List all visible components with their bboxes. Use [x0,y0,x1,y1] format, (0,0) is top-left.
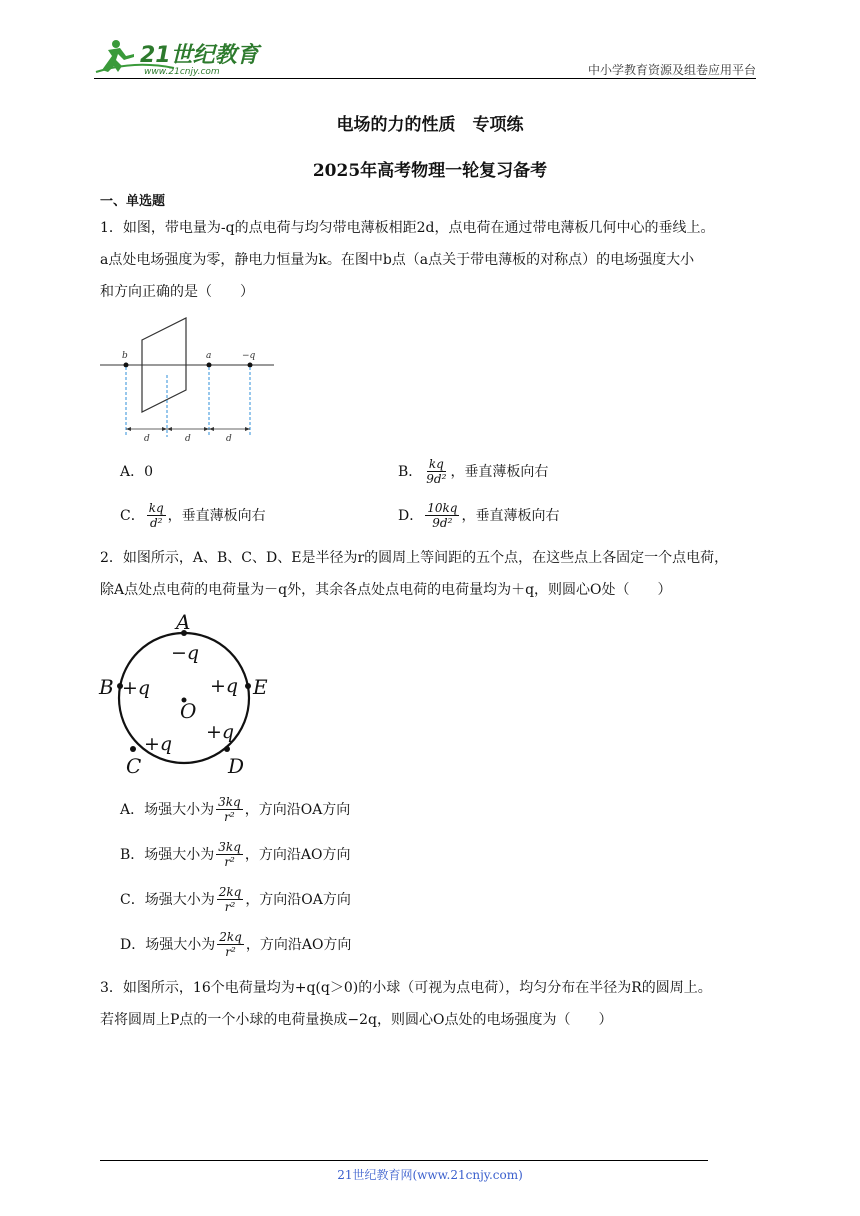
fig-label-E: E [253,675,268,699]
q1-line-2: a点处电场强度为零，静电力恒量为k。在图中b点（a点关于带电薄板的对称点）的电场强度大小 [100,252,695,268]
option-suffix: ，方向沿OA方向 [244,802,351,818]
fraction: $\frac{3kq}{\text{r²}}$ [218,839,241,869]
section-heading: 一、单选题 [100,194,166,209]
q2-option-b[interactable] [120,835,350,873]
fig-label-d2: d [185,434,191,444]
logo-text: 21世纪教育 [140,43,259,68]
q2-option-c[interactable] [120,880,351,918]
footer-rule [100,1160,708,1161]
fig-charge-A: −q [171,642,200,664]
q2-line-2: 除A点处点电荷的电荷量为－q外，其余各点处点电荷的电荷量均为＋q，则圆心O处（ ） [100,582,672,598]
logo-url: www.21cnjy.com [144,67,220,77]
option-prefix: C． [120,508,145,524]
fig-label-A: A [176,610,191,634]
fig-label-a: a [206,351,212,361]
q1-option-a[interactable] [120,460,153,482]
option-suffix: ，方向沿AO方向 [245,937,352,953]
question-2-text [100,542,780,606]
fig-label-B: B [99,675,114,699]
fig-label-d1: d [144,434,150,444]
option-prefix: D．场强大小为 [120,937,216,953]
question-1-text [100,212,780,308]
fraction: $\frac{kq}{\text{9d²}}$ [426,456,447,486]
q1-option-c[interactable] [120,496,266,534]
question-3-text [100,972,790,1036]
option-suffix: ，方向沿AO方向 [244,847,351,863]
q2-figure [96,610,281,784]
fig-charge-D: +q [206,721,235,743]
fraction: $\frac{10kq}{\text{9d²}}$ [427,500,458,530]
fig-label-d3: d [226,434,232,444]
q2-line-1: 2．如图所示，A、B、C、D、E是半径为r的圆周上等间距的五个点，在这些点上各固定一个点电荷， [100,550,729,566]
q3-line-1: 3．如图所示，16个电荷量均为+q(q＞0)的小球（可视为点电荷），均匀分布在半径为R的圆周上。 [100,980,712,996]
option-suffix: ，垂直薄板向右 [450,464,549,480]
q2-option-a[interactable] [120,790,350,828]
fig-label-D: D [228,754,245,778]
header-tagline: 中小学教育资源及组卷应用平台 [587,63,756,77]
fig-charge-B: +q [122,677,151,699]
fraction: $\frac{kq}{\text{d²}}$ [148,500,164,530]
fraction: $\frac{3kq}{\text{r²}}$ [218,794,241,824]
header-rule [94,78,756,79]
fig-charge-E: +q [210,675,239,697]
q2-option-d[interactable] [120,925,351,963]
q1-option-d[interactable] [398,496,559,534]
q1-figure [98,315,278,449]
option-prefix: D． [398,508,424,524]
option-prefix: B． [398,464,423,480]
option-suffix: ，垂直薄板向右 [461,508,560,524]
fig-charge-C: +q [144,733,173,755]
option-suffix: ，方向沿OA方向 [245,892,351,908]
fig-label-q: −q [242,351,256,361]
doc-subtitle: 2025年高考物理一轮复习备考 [312,161,548,181]
q3-line-2: 若将圆周上P点的一个小球的电荷量换成−2q，则圆心O点处的电场强度为（ ） [100,1012,613,1028]
option-suffix: ，垂直薄板向右 [167,508,266,524]
fig-label-C: C [126,754,142,778]
option-prefix: B．场强大小为 [120,847,215,863]
option-prefix: A．场强大小为 [120,802,215,818]
option-prefix: C．场强大小为 [120,892,215,908]
fig-label-O: O [180,699,197,723]
q1-line-3: 和方向正确的是（ ） [100,284,254,300]
fraction: $\frac{2kq}{\text{r²}}$ [218,884,242,914]
fig-label-b: b [122,351,128,361]
doc-title: 电场的力的性质 专项练 [336,115,524,135]
footer-link[interactable]: 21世纪教育网(www.21cnjy.com) [337,1168,523,1182]
site-logo [94,36,264,78]
fraction: $\frac{2kq}{\text{r²}}$ [219,929,242,959]
q1-option-b[interactable] [398,454,548,488]
q1-line-1: 1．如图，带电量为-q的点电荷与均匀带电薄板相距2d，点电荷在通过带电薄板几何中心的垂线上。 [100,220,715,236]
option-text: A．0 [120,464,154,480]
